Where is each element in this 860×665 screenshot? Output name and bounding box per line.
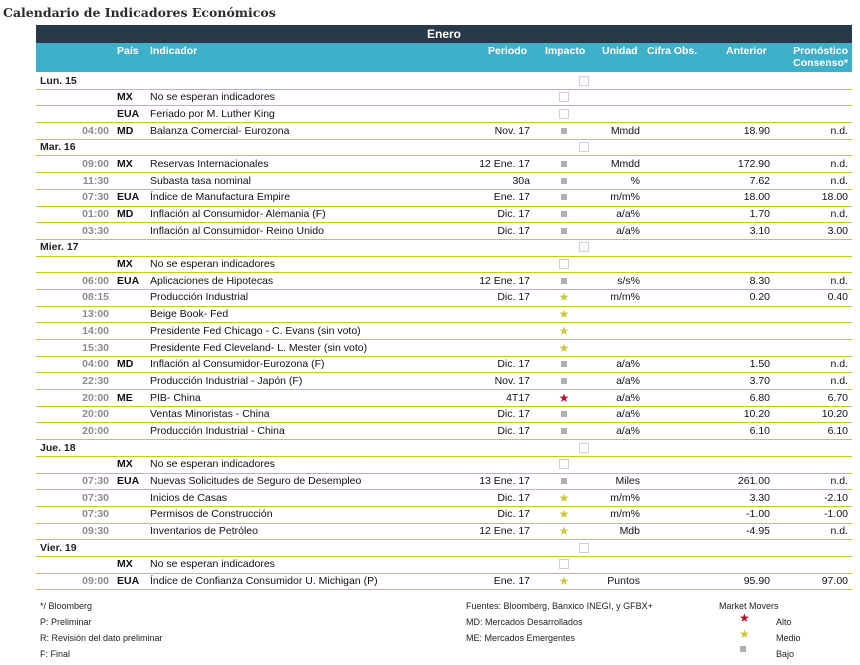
unit-cell: Mmdd xyxy=(610,124,640,137)
footnote-bloomberg: */ Bloomberg xyxy=(40,601,93,611)
unit-cell: a/a% xyxy=(616,208,640,220)
forecast-cell: 6.10 xyxy=(827,424,848,437)
forecast-cell: n.d. xyxy=(830,157,848,170)
indicator-cell: Subasta tasa nominal xyxy=(150,174,251,187)
medium-impact-star-icon: ★ xyxy=(739,627,750,641)
time-cell: 14:00 xyxy=(82,324,109,337)
legend-bajo: Bajo xyxy=(776,649,795,659)
forecast-cell: -1.00 xyxy=(824,508,848,521)
indicator-cell: Inicios de Casas xyxy=(150,491,228,504)
time-cell: 22:30 xyxy=(82,374,109,387)
impact-cell xyxy=(557,275,571,288)
low-impact-square-icon xyxy=(561,178,567,184)
time-cell: 07:30 xyxy=(82,491,109,504)
table-row xyxy=(36,390,852,407)
unit-cell: a/a% xyxy=(616,374,640,387)
period-cell: 4T17 xyxy=(506,391,530,404)
low-impact-square-icon xyxy=(561,378,567,384)
impact-cell xyxy=(557,308,571,322)
unit-cell: Miles xyxy=(615,475,640,487)
impact-cell xyxy=(557,558,571,573)
day-label: Vier. 19 xyxy=(40,541,77,554)
time-cell: 04:00 xyxy=(82,124,109,137)
table-row xyxy=(36,507,852,524)
low-impact-square-icon xyxy=(561,428,567,434)
previous-cell: 3.10 xyxy=(749,224,770,237)
table-row xyxy=(36,90,852,107)
legend-alto: Alto xyxy=(776,617,792,627)
header-pronostico: Pronóstico Consenso* xyxy=(793,45,848,69)
previous-cell: 3.30 xyxy=(749,491,770,504)
indicator-cell: Ventas Minoristas - China xyxy=(150,408,270,421)
table-row xyxy=(36,490,852,507)
unit-cell: s/s% xyxy=(617,274,640,287)
table-row xyxy=(36,407,852,424)
unit-cell: m/m% xyxy=(610,291,640,304)
indicator-cell: No se esperan indicadores xyxy=(150,258,275,271)
indicator-cell: Producción Industrial - China xyxy=(150,424,285,437)
empty-impact-box-icon xyxy=(559,559,569,569)
time-cell: 07:30 xyxy=(82,508,109,521)
table-row xyxy=(36,257,852,274)
impact-cell xyxy=(577,141,591,156)
period-cell: Dic. 17 xyxy=(497,424,530,437)
time-cell: 20:00 xyxy=(82,424,109,437)
time-cell: 04:00 xyxy=(82,358,109,371)
impact-cell xyxy=(557,508,571,522)
unit-cell: % xyxy=(630,174,640,187)
forecast-cell: 10.20 xyxy=(821,408,848,421)
unit-cell: a/a% xyxy=(616,358,640,371)
empty-impact-box-icon xyxy=(579,443,589,453)
forecast-cell: 0.40 xyxy=(827,291,848,304)
indicator-cell: Presidente Fed Chicago - C. Evans (sin voto) xyxy=(150,324,361,337)
previous-cell: 7.62 xyxy=(749,174,770,187)
indicator-cell: Producción Industrial - Japón (F) xyxy=(150,374,303,387)
medium-impact-star-icon: ★ xyxy=(558,323,570,338)
table-row xyxy=(36,574,852,591)
forecast-cell: n.d. xyxy=(830,525,848,538)
forecast-cell: -2.10 xyxy=(824,491,848,504)
table-header xyxy=(36,43,852,72)
impact-cell xyxy=(557,125,571,138)
header-cifra: Cifra Obs. xyxy=(647,45,698,57)
country-cell: MX xyxy=(117,157,133,170)
indicator-cell: Inflación al Consumidor-Eurozona (F) xyxy=(150,358,325,371)
country-cell: EUA xyxy=(117,274,140,287)
header-periodo: Periodo xyxy=(488,45,528,57)
previous-cell: 6.10 xyxy=(749,424,770,437)
country-cell: MX xyxy=(117,558,133,571)
low-impact-square-icon xyxy=(561,211,567,217)
impact-cell xyxy=(557,158,571,171)
footnote-me: ME: Mercados Emergentes xyxy=(466,633,576,643)
impact-cell xyxy=(557,258,571,273)
forecast-cell: n.d. xyxy=(830,374,848,387)
table-row xyxy=(36,106,852,123)
month-bar: Enero xyxy=(36,25,852,43)
unit-cell: Mmdd xyxy=(610,157,640,170)
time-cell: 15:30 xyxy=(82,341,109,354)
day-row xyxy=(36,140,852,157)
impact-cell xyxy=(557,492,571,506)
indicator-cell: Inflación al Consumidor- Reino Unido xyxy=(150,224,324,237)
time-cell: 07:30 xyxy=(82,191,109,204)
period-cell: 30a xyxy=(512,174,530,187)
previous-cell: -4.95 xyxy=(746,525,770,538)
forecast-cell: n.d. xyxy=(830,358,848,371)
impact-cell xyxy=(577,542,591,557)
low-impact-square-icon xyxy=(561,278,567,284)
forecast-cell: n.d. xyxy=(830,475,848,487)
low-impact-square-icon xyxy=(561,194,567,200)
medium-impact-star-icon: ★ xyxy=(558,574,570,589)
forecast-cell: 18.00 xyxy=(821,191,848,204)
unit-cell: a/a% xyxy=(616,391,640,404)
unit-cell: m/m% xyxy=(610,491,640,504)
empty-impact-box-icon xyxy=(579,76,589,86)
indicator-cell: No se esperan indicadores xyxy=(150,558,275,571)
impact-cell xyxy=(557,108,571,123)
time-cell: 20:00 xyxy=(82,408,109,421)
previous-cell: 18.00 xyxy=(743,191,770,204)
table-row xyxy=(36,373,852,390)
impact-cell xyxy=(577,75,591,90)
header-indicador: Indicador xyxy=(150,45,198,57)
table-row xyxy=(36,557,852,574)
table-row xyxy=(36,156,852,173)
indicator-cell: No se esperan indicadores xyxy=(150,458,275,471)
impact-cell xyxy=(557,525,571,539)
impact-cell xyxy=(557,175,571,188)
country-cell: MX xyxy=(117,258,133,271)
period-cell: Dic. 17 xyxy=(497,208,530,220)
table-row xyxy=(36,340,852,357)
day-label: Mar. 16 xyxy=(40,141,76,154)
indicator-cell: Beige Book- Fed xyxy=(150,308,229,321)
impact-cell xyxy=(557,225,571,238)
empty-impact-box-icon xyxy=(559,459,569,469)
country-cell: EUA xyxy=(117,107,140,120)
empty-impact-box-icon xyxy=(559,92,569,102)
period-cell: Dic. 17 xyxy=(497,491,530,504)
period-cell: Nov. 17 xyxy=(494,374,530,387)
indicator-cell: Nuevas Solicitudes de Seguro de Desempleo xyxy=(150,475,362,487)
period-cell: 13 Ene. 17 xyxy=(479,475,530,487)
legend-medio: Medio xyxy=(776,633,801,643)
unit-cell: m/m% xyxy=(610,191,640,204)
time-cell: 07:30 xyxy=(82,475,109,487)
impact-cell xyxy=(557,458,571,473)
time-cell: 20:00 xyxy=(82,391,109,404)
low-impact-square-icon xyxy=(561,361,567,367)
previous-cell: 3.70 xyxy=(749,374,770,387)
medium-impact-star-icon: ★ xyxy=(558,307,570,322)
header-pais: País xyxy=(117,45,139,57)
high-impact-star-icon: ★ xyxy=(739,611,750,625)
indicator-cell: Permisos de Construcción xyxy=(150,508,273,521)
table-row xyxy=(36,474,852,491)
table-row xyxy=(36,190,852,207)
medium-impact-star-icon: ★ xyxy=(558,290,570,305)
day-row xyxy=(36,440,852,457)
unit-cell: a/a% xyxy=(616,224,640,237)
header-anterior: Anterior xyxy=(726,45,767,57)
low-impact-square-icon xyxy=(561,228,567,234)
period-cell: 12 Ene. 17 xyxy=(479,525,530,538)
unit-cell: a/a% xyxy=(616,408,640,421)
indicator-cell: Índice de Confianza Consumidor U. Michigan (P) xyxy=(150,575,378,588)
country-cell: MD xyxy=(117,124,134,137)
country-cell: EUA xyxy=(117,191,140,204)
forecast-cell: 3.00 xyxy=(827,224,848,237)
table-row xyxy=(36,323,852,340)
empty-impact-box-icon xyxy=(579,142,589,152)
previous-cell: 18.90 xyxy=(743,124,770,137)
time-cell: 09:00 xyxy=(82,575,109,588)
impact-cell xyxy=(577,241,591,256)
time-cell: 08:15 xyxy=(82,291,109,304)
previous-cell: 95.90 xyxy=(743,575,770,588)
low-impact-square-icon xyxy=(561,161,567,167)
empty-impact-box-icon xyxy=(579,242,589,252)
country-cell: MX xyxy=(117,91,133,104)
footnote-fuentes: Fuentes: Bloomberg, Banxico INEGI, y GFBX+ xyxy=(466,601,653,611)
country-cell: ME xyxy=(117,391,133,404)
impact-cell xyxy=(557,408,571,421)
low-impact-square-icon xyxy=(561,478,567,484)
day-row xyxy=(36,240,852,257)
forecast-cell: n.d. xyxy=(830,208,848,220)
table-row xyxy=(36,123,852,140)
time-cell: 09:00 xyxy=(82,157,109,170)
indicator-cell: PIB- China xyxy=(150,391,201,404)
indicator-cell: Reservas Internacionales xyxy=(150,157,269,170)
time-cell: 11:30 xyxy=(82,174,109,187)
time-cell: 09:30 xyxy=(82,525,109,538)
forecast-cell: n.d. xyxy=(830,274,848,287)
unit-cell: Puntos xyxy=(607,575,640,588)
table-row xyxy=(36,423,852,440)
high-impact-star-icon: ★ xyxy=(558,390,570,405)
previous-cell: 261.00 xyxy=(737,475,770,487)
impact-cell xyxy=(557,575,571,589)
period-cell: 12 Ene. 17 xyxy=(479,157,530,170)
period-cell: Dic. 17 xyxy=(497,224,530,237)
low-impact-square-icon xyxy=(561,411,567,417)
impact-cell xyxy=(557,358,571,371)
indicator-cell: Inflación al Consumidor- Alemania (F) xyxy=(150,208,326,220)
indicator-cell: Producción Industrial xyxy=(150,291,249,304)
indicator-cell: No se esperan indicadores xyxy=(150,91,275,104)
unit-cell: Mdb xyxy=(619,525,640,538)
footnote-final: F: Final xyxy=(40,649,71,659)
table-row xyxy=(36,223,852,240)
impact-cell xyxy=(557,392,571,406)
time-cell: 01:00 xyxy=(82,208,109,220)
period-cell: Dic. 17 xyxy=(497,291,530,304)
forecast-cell: 97.00 xyxy=(821,575,848,588)
day-row xyxy=(36,540,852,557)
header-unidad: Unidad xyxy=(602,45,638,57)
unit-cell: a/a% xyxy=(616,424,640,437)
table-row xyxy=(36,307,852,324)
day-label: Jue. 18 xyxy=(40,441,76,454)
previous-cell: 6.80 xyxy=(749,391,770,404)
forecast-cell: 6.70 xyxy=(827,391,848,404)
footnote-preliminar: P: Preliminar xyxy=(40,617,92,627)
low-impact-square-icon xyxy=(740,646,746,652)
impact-cell xyxy=(557,191,571,204)
indicator-cell: Balanza Comercial- Eurozona xyxy=(150,124,290,137)
previous-cell: 8.30 xyxy=(749,274,770,287)
country-cell: MD xyxy=(117,208,134,220)
previous-cell: 1.70 xyxy=(749,208,770,220)
previous-cell: 172.90 xyxy=(737,157,770,170)
footnote-md: MD: Mercados Desarrollados xyxy=(466,617,583,627)
empty-impact-box-icon xyxy=(579,543,589,553)
indicator-table xyxy=(36,73,852,590)
medium-impact-star-icon: ★ xyxy=(558,507,570,522)
period-cell: Ene. 17 xyxy=(493,191,530,204)
impact-cell xyxy=(557,91,571,106)
day-label: Lun. 15 xyxy=(40,74,77,87)
period-cell: Nov. 17 xyxy=(494,124,530,137)
indicator-cell: Aplicaciones de Hipotecas xyxy=(150,274,274,287)
empty-impact-box-icon xyxy=(559,109,569,119)
empty-impact-box-icon xyxy=(559,259,569,269)
time-cell: 03:30 xyxy=(82,224,109,237)
day-label: Mier. 17 xyxy=(40,241,79,254)
page-title: Calendario de Indicadores Económicos xyxy=(3,5,276,20)
table-row xyxy=(36,457,852,474)
previous-cell: 0.20 xyxy=(749,291,770,304)
period-cell: Ene. 17 xyxy=(493,575,530,588)
forecast-cell: n.d. xyxy=(830,124,848,137)
period-cell: 12 Ene. 17 xyxy=(479,274,530,287)
table-row xyxy=(36,524,852,541)
medium-impact-star-icon: ★ xyxy=(558,524,570,539)
country-cell: EUA xyxy=(117,575,140,588)
impact-cell xyxy=(557,291,571,305)
table-row xyxy=(36,357,852,374)
footnote-revision: R: Revisión del dato preliminar xyxy=(40,633,163,643)
impact-cell xyxy=(557,375,571,388)
table-row xyxy=(36,207,852,224)
previous-cell: 10.20 xyxy=(743,408,770,421)
indicator-cell: Feriado por M. Luther King xyxy=(150,107,275,120)
table-row xyxy=(36,273,852,290)
country-cell: MD xyxy=(117,358,134,371)
time-cell: 06:00 xyxy=(82,274,109,287)
table-row xyxy=(36,290,852,307)
medium-impact-star-icon: ★ xyxy=(558,340,570,355)
impact-cell xyxy=(577,442,591,457)
period-cell: Dic. 17 xyxy=(497,408,530,421)
impact-cell xyxy=(557,208,571,221)
low-impact-square-icon xyxy=(561,128,567,134)
period-cell: Dic. 17 xyxy=(497,358,530,371)
previous-cell: -1.00 xyxy=(746,508,770,521)
forecast-cell: n.d. xyxy=(830,174,848,187)
table-row xyxy=(36,173,852,190)
impact-cell xyxy=(557,425,571,438)
country-cell: MX xyxy=(117,458,133,471)
header-impacto: Impacto xyxy=(545,45,586,57)
impact-cell xyxy=(557,325,571,339)
legend-title: Market Movers xyxy=(719,601,779,611)
impact-cell xyxy=(557,342,571,356)
day-row xyxy=(36,73,852,90)
country-cell: EUA xyxy=(117,475,140,487)
medium-impact-star-icon: ★ xyxy=(558,490,570,505)
period-cell: Dic. 17 xyxy=(497,508,530,521)
indicator-cell: Presidente Fed Cleveland- L. Mester (sin voto) xyxy=(150,341,368,354)
indicator-cell: Índice de Manufactura Empire xyxy=(150,191,291,204)
impact-cell xyxy=(557,475,571,488)
unit-cell: m/m% xyxy=(610,508,640,521)
indicator-cell: Inventarios de Petróleo xyxy=(150,525,258,538)
previous-cell: 1.50 xyxy=(749,358,770,371)
time-cell: 13:00 xyxy=(82,308,109,321)
